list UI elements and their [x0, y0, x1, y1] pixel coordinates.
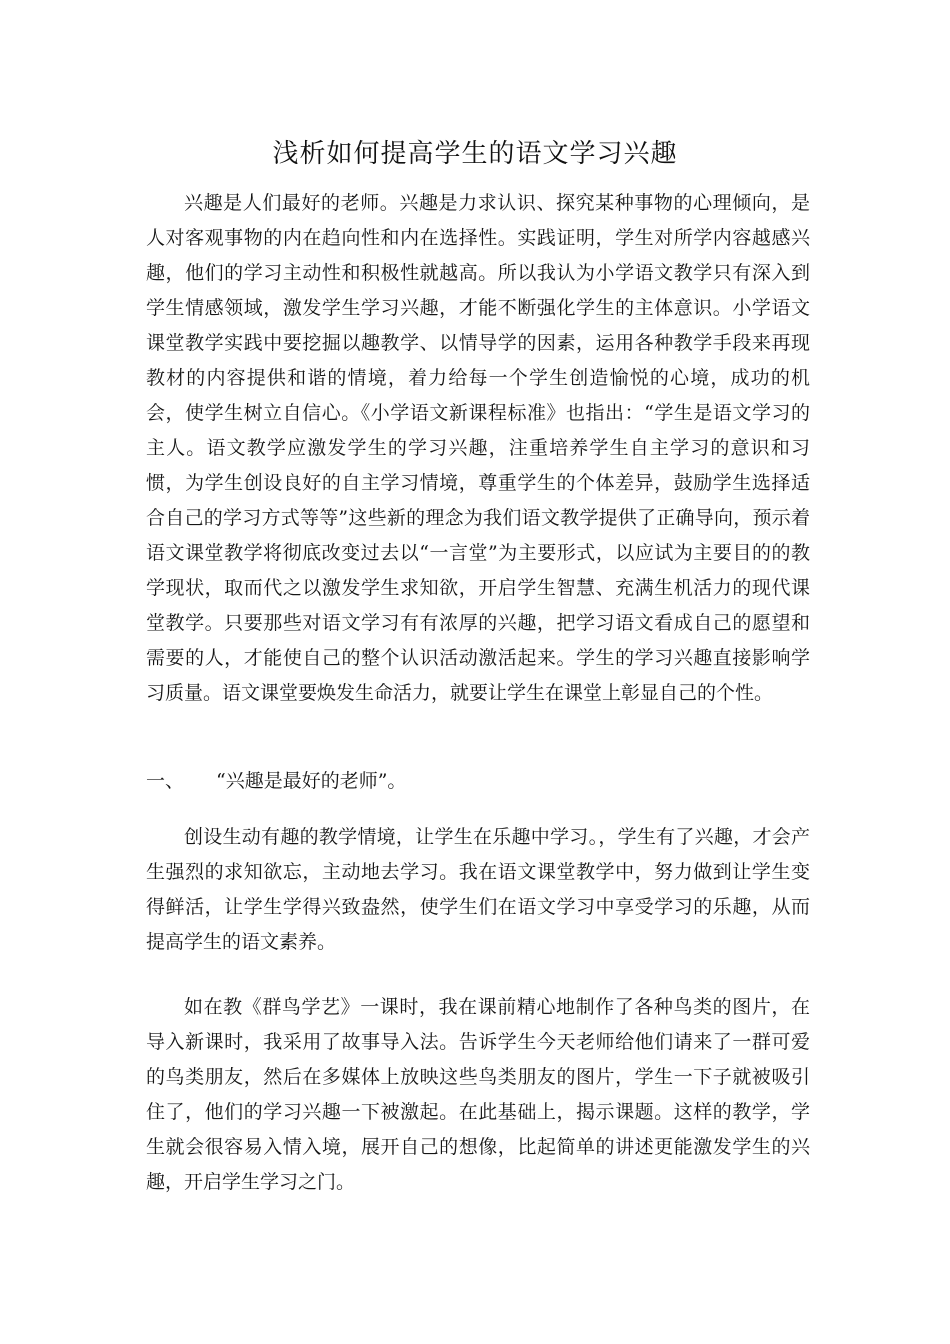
- body-paragraph: 创设生动有趣的教学情境，让学生在乐趣中学习。，学生有了兴趣，才会产生强烈的求知欲忘，主动地去学习。我在语文课堂教学中，努力做到让学生变得鲜活，让学生学得兴致盎然，使学生们在语文学习中享受学习的乐趣，从而提高学生的语文素养。: [146, 826, 810, 953]
- section-heading: [146, 764, 810, 799]
- section-number: 一、: [146, 770, 185, 792]
- document-title: 浅析如何提高学生的语文学习兴趣: [272, 139, 678, 169]
- intro-paragraph: 兴趣是人们最好的老师。兴趣是力求认识、探究某种事物的心理倾向，是人对客观事物的内在趋向性和内在选择性。实践证明，学生对所学内容越感兴趣，他们的学习主动性和积极性就越高。所以我认为小学语文教学只有深入到学生情感领域，激发学生学习兴趣，才能不断强化学生的主体意识。小学语文课堂教学实践中要挖掘以趣教学、以情导学的因素，运用各种教学手段来再现教材的内容提供和谐的情境，着力给每一个学生创造愉悦的心境，成功的机会，使学生树立自信心。《小学语文新课程标准》也指出：“学生是语文学习的主人。语文教学应激发学生的学习兴趣，注重培养学生自主学习的意识和习惯，为学生创设良好的自主学习情境，尊重学生的个体差异，鼓励学生选择适合自己的学习方式等等”这些新的理念为我们语文教学提供了正确导向，预示着语文课堂教学将彻底改变过去以“一言堂”为主要形式，以应试为主要目的的教学现状，取而代之以激发学生求知欲，开启学生智慧、充满生机活力的现代课堂教学。只要那些对语文学习有有浓厚的兴趣，把学习语文看成自己的愿望和需要的人，才能使自己的整个认识活动激活起来。学生的学习兴趣直接影响学习质量。语文课堂要焕发生命活力，就要让学生在课堂上彰显自己的个性。: [146, 192, 810, 704]
- section-heading-text: “兴趣是最好的老师”。: [216, 770, 407, 792]
- body-paragraph: 如在教《群鸟学艺》一课时，我在课前精心地制作了各种鸟类的图片，在导入新课时，我采用了故事导入法。告诉学生今天老师给他们请来了一群可爱的鸟类朋友，然后在多媒体上放映这些鸟类朋友的图片，学生一下子就被吸引住了，他们的学习兴趣一下被激起。在此基础上，揭示课题。这样的教学，学生就会很容易入情入境，展开自己的想像，比起简单的讲述更能激发学生的兴趣，开启学生学习之门。: [146, 996, 810, 1193]
